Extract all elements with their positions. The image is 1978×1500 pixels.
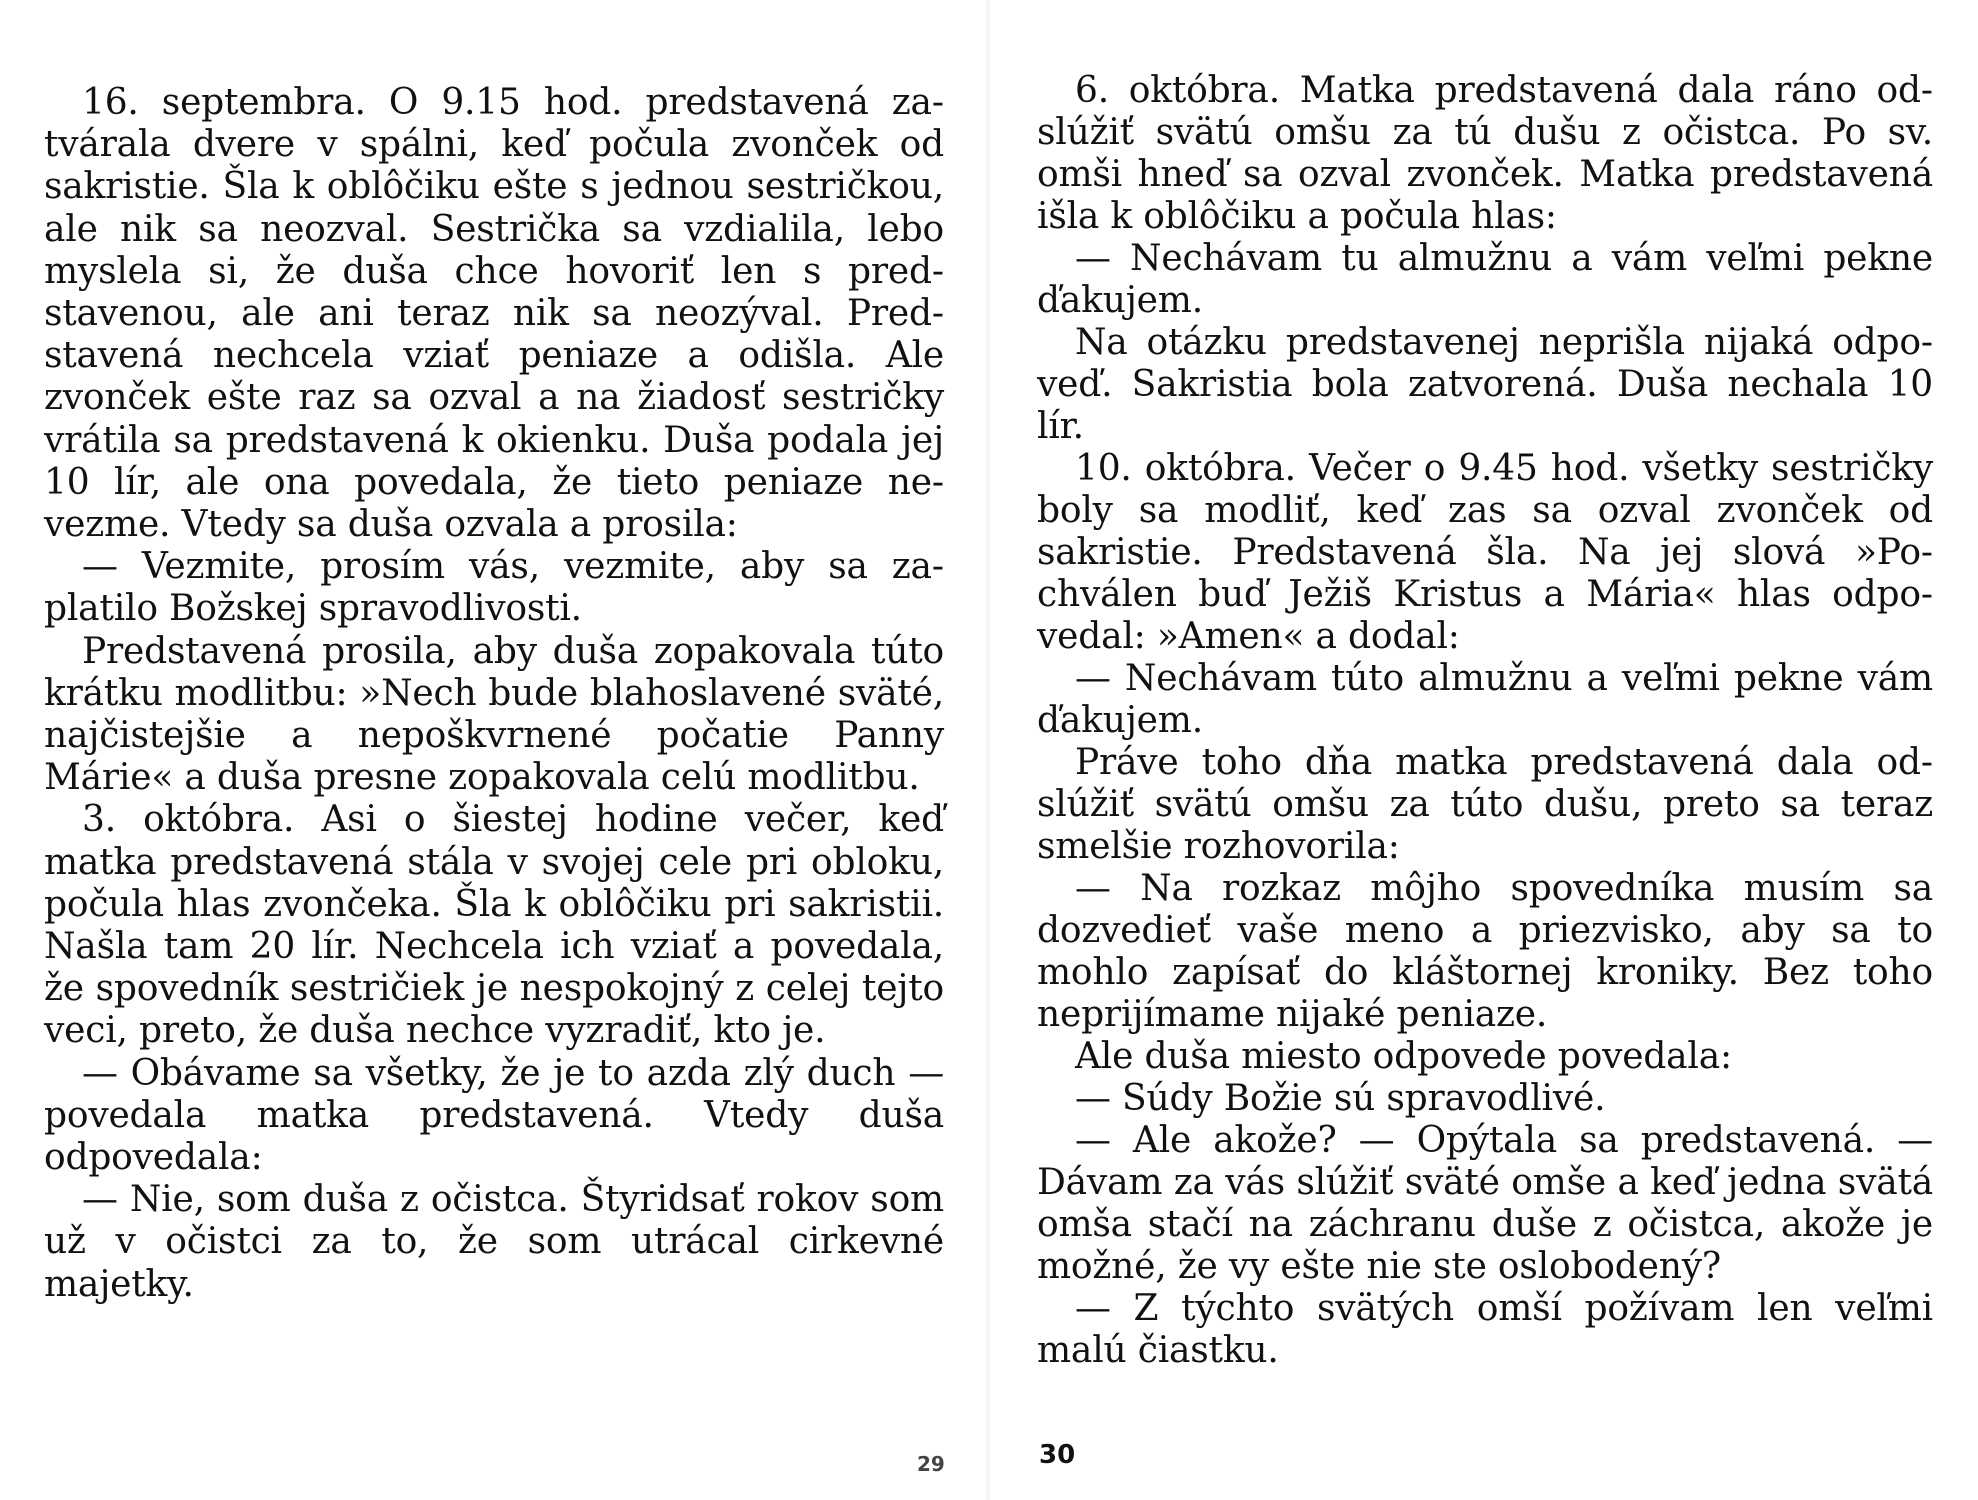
paragraph: Práve toho dňa matka predstavená dala odslúžiť svätú omšu za túto dušu, preto sa teraz smelšie rozhovorila: [1037, 742, 1933, 867]
paragraph: — Ale akože? — Opýtala sa predstavená. — Dávam za vás slúžiť sväté omše a keď jedna svätá omša stačí na záchranu duše z očistca, akože je možné, že vy ešte nie ste oslobodený? [1037, 1120, 1933, 1287]
right-text-column [1037, 70, 1933, 1372]
paragraph: Ale duša miesto odpovede povedala: [1075, 1036, 1732, 1077]
paragraph: — Nechávam tu almužnu a vám veľmi pekne ďakujem. [1037, 238, 1933, 321]
paragraph: — Nie, som duša z očistca. Štyridsať rokov som už v očistci za to, že som utrácal cirkevné majetky. [44, 1179, 944, 1305]
paragraph: Na otázku predstavenej neprišla nijaká odpoveď. Sakristia bola zatvorená. Duša nechala 10 lír. [1037, 322, 1933, 447]
paragraph: 6. októbra. Matka predstavená dala ráno odslúžiť svätú omšu za tú dušu z očistca. Po sv. omši hneď sa ozval zvonček. Matka predstavená išla k oblôčiku a počula hlas: [1037, 70, 1933, 237]
paragraph: — Z týchto svätých omší požívam len veľmi malú čiastku. [1037, 1288, 1933, 1371]
right-page-number: 30 [1039, 1440, 1076, 1470]
paragraph: 3. októbra. Asi o šiestej hodine večer, keď matka predstavená stála v svojej cele pri obloku, počula hlas zvončeka. Šla k oblôčiku pri sakristii. Našla tam 20 lír. Nechcela ich vziať a povedala, že spovedník sestričiek je nespokojný z celej tejto veci, preto, že duša nechce vyzradiť, kto je. [44, 799, 944, 1052]
paragraph: — Na rozkaz môjho spovedníka musím sa dozvedieť vaše meno a priezvisko, aby sa to mohlo zapísať do kláštornej kroniky. Bez toho neprijímame nijaké peniaze. [1037, 868, 1933, 1035]
left-page-number: 29 [917, 1452, 945, 1476]
paragraph: 16. septembra. O 9.15 hod. predstavená zatvárala dvere v spálni, keď počula zvonček od sakristie. Šla k oblôčiku ešte s jednou sestričkou, ale nik sa neozval. Sestrička sa vzdialila, lebo myslela si, že duša chce hovoriť len s predstavenou, ale ani teraz nik sa neozýval. Predstavená nechcela vziať peniaze a odišla. Ale zvonček ešte raz sa ozval a na žiadosť sestričky vrátila sa predstavená k okienku. Duša podala jej 10 lír, ale ona povedala, že tieto peniaze nevezme. Vtedy sa duša ozvala a prosila: [44, 82, 944, 546]
paragraph: Predstavená prosila, aby duša zopakovala túto krátku modlitbu: »Nech bude blahoslavené sväté, najčistejšie a nepoškvrnené počatie Panny Márie« a duša presne zopakovala celú modlitbu. [44, 630, 944, 799]
left-text-column [44, 82, 944, 1306]
right-page [989, 0, 1978, 1500]
paragraph: 10. októbra. Večer o 9.45 hod. všetky sestričky boly sa modliť, keď zas sa ozval zvonček od sakristie. Predstavená šla. Na jej slová »Pochválen buď Ježiš Kristus a Mária« hlas odpovedal: »Amen« a dodal: [1037, 448, 1933, 657]
paragraph: — Súdy Božie sú spravodlivé. [1075, 1078, 1606, 1119]
paragraph: — Obávame sa všetky, že je to azda zlý duch — povedala matka predstavená. Vtedy duša odpovedala: [44, 1052, 944, 1179]
paragraph: — Nechávam túto almužnu a veľmi pekne vám ďakujem. [1037, 658, 1933, 741]
paragraph: — Vezmite, prosím vás, vezmite, aby sa zaplatilo Božskej spravodlivosti. [44, 546, 944, 630]
